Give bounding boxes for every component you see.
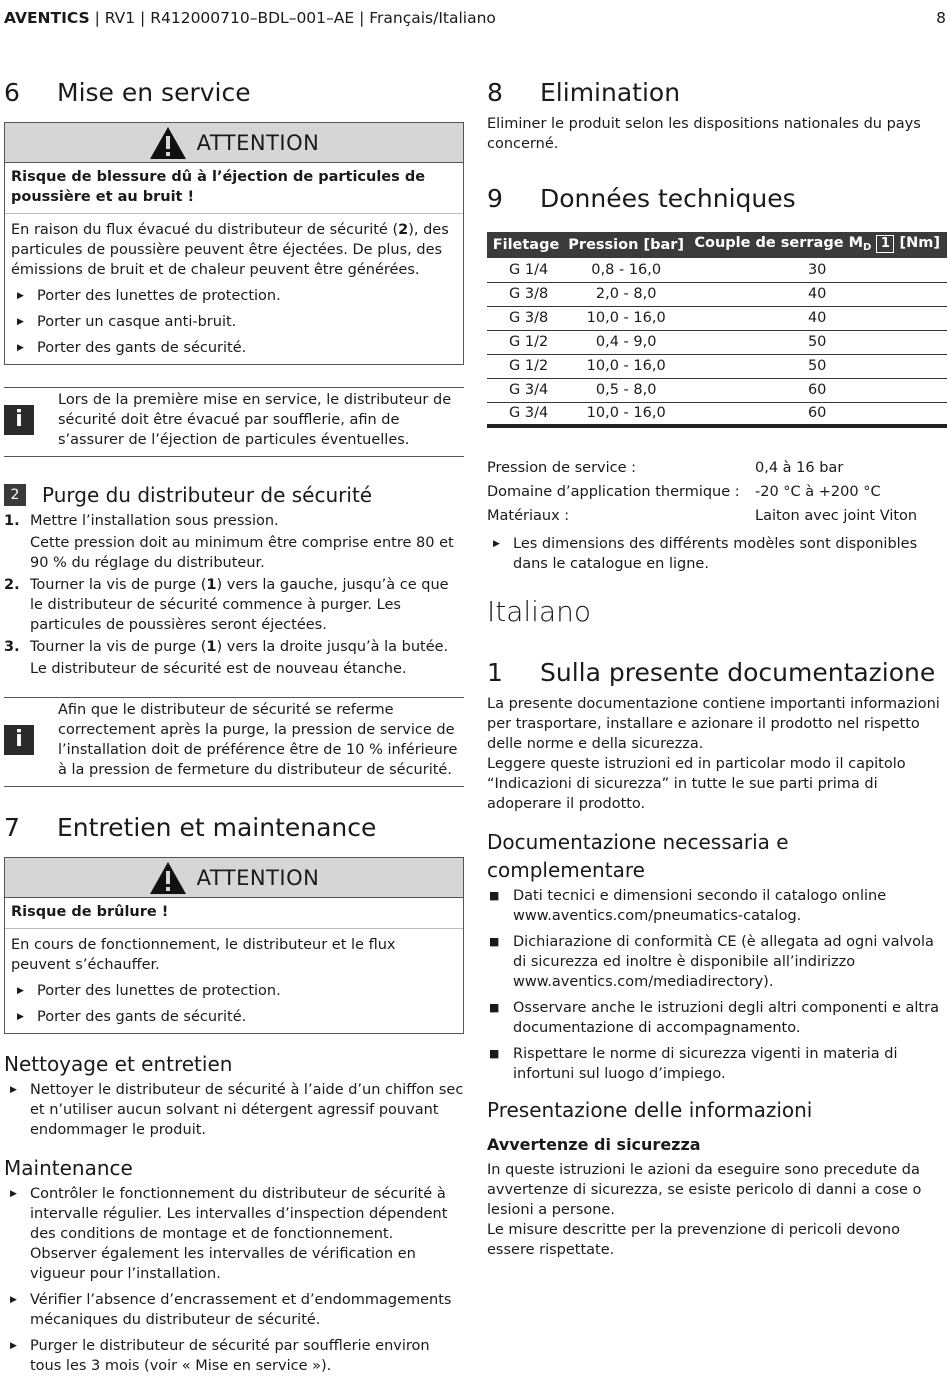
list-item: ▶ Les dimensions des différents modèles sont disponibles dans le catalogue en ligne. <box>493 536 918 572</box>
list-item: ▶ Vérifier l’absence d’encrassement et d’endommagements mécaniques du distributeur de sécurité. <box>10 1292 452 1328</box>
warning-triangle-icon <box>149 861 187 895</box>
step-item: 3. Tourner la vis de purge (1) vers la droite jusqu’à la butée. Le distributeur de sécurité est de nouveau étanche. <box>4 639 449 677</box>
list-item: ■ Dati tecnici e dimensioni secondo il catalogo online www.aventics.com/pneumatics-catalog. <box>489 888 887 924</box>
table-row <box>487 282 947 306</box>
list-item: ▶ Porter un casque anti-bruit. <box>17 314 237 330</box>
info-text: Afin que le distributeur de sécurité se referme correctement après la purge, la pression de service de l’installation doit de préférence être de 10 % inférieure à la pression de fermeture du distributeur de sécurité. <box>58 702 458 778</box>
list-item: ▶ Porter des lunettes de protection. <box>17 288 281 304</box>
table-cell: 30 <box>687 258 947 282</box>
list-item: ▶ Porter des gants de sécurité. <box>17 1009 247 1025</box>
section-7-heading: 7 Entretien et maintenance <box>4 813 377 842</box>
table-header-row: Filetage Pression [bar] Couple de serrage $M_D$ 1 [Nm] <box>487 232 947 258</box>
info-note-purge <box>4 697 464 787</box>
step-item: 1. Mettre l’installation sous pression. Cette pression doit au minimum être comprise entre 80 et 90 % du réglage du distributeur. <box>4 513 454 571</box>
safety-warnings-heading: Avvertenze di sicurezza <box>487 1135 701 1154</box>
technical-data-table <box>487 232 947 428</box>
brand-name: AVENTICS <box>4 9 90 27</box>
cleaning-heading: Nettoyage et entretien <box>4 1052 233 1076</box>
warning-measures-list <box>11 981 457 1027</box>
table-row <box>487 378 947 402</box>
table-cell: G 3/4 <box>487 378 565 402</box>
table-row <box>487 330 947 354</box>
table-cell: 10,0 - 16,0 <box>565 354 687 378</box>
table-cell: G 3/8 <box>487 306 565 330</box>
table-cell: 50 <box>687 354 947 378</box>
cleaning-list <box>4 1080 464 1140</box>
maintenance-list <box>4 1184 464 1376</box>
list-item: ■ Dichiarazione di conformità CE (è allegata ad ogni valvola di sicurezza ed inoltre è disponibile all’indirizzo www.aventics.com/mediadirectory). <box>489 934 934 990</box>
table-row <box>487 258 947 282</box>
warning-text: En cours de fonctionnement, le distributeur et le flux peuvent s’échauffer. <box>11 937 396 973</box>
maintenance-heading: Maintenance <box>4 1156 133 1180</box>
table-cell: G 1/4 <box>487 258 565 282</box>
section-8-heading: 8 Elimination <box>487 78 681 107</box>
warning-triangle-icon <box>149 126 187 160</box>
warning-header <box>5 123 463 163</box>
right-column <box>487 78 947 1260</box>
table-cell: 10,0 - 16,0 <box>565 306 687 330</box>
section-6-heading: 6 Mise en service <box>4 78 251 107</box>
table-cell: 0,5 - 8,0 <box>565 378 687 402</box>
table-cell: 0,8 - 16,0 <box>565 258 687 282</box>
paragraph: La presente documentazione contiene importanti informazioni per trasportare, installare e azionare il prodotto nel rispetto delle norme e della sicurezza. <box>487 696 940 752</box>
dimensions-note <box>487 534 947 574</box>
warning-measures-list <box>11 286 457 358</box>
purge-steps <box>4 511 464 679</box>
table-cell: 60 <box>687 402 947 426</box>
list-item: ▶ Porter des gants de sécurité. <box>17 340 247 356</box>
table-row <box>487 306 947 330</box>
table-cell: 0,4 - 9,0 <box>565 330 687 354</box>
page-number: 8 <box>936 9 946 27</box>
table-cell: 40 <box>687 282 947 306</box>
step-item: 2. Tourner la vis de purge (1) vers la gauche, jusqu’à ce que le distributeur de sécurité commence à purger. Les particules de poussières seront éjectées. <box>4 577 449 633</box>
warning-title: Risque de blessure dû à l’éjection de particules de poussière et au bruit ! <box>11 169 426 205</box>
info-text: Lors de la première mise en service, le distributeur de sécurité doit être évacué par soufflerie, afin de s’assurer de l’éjection de particules éventuelles. <box>58 392 452 448</box>
paragraph: Leggere queste istruzioni ed in particolar modo il capitolo “Indicazioni di sicurezza” in tutte le sue parti prima di adoperare il prodotto. <box>487 756 906 812</box>
warning-header <box>5 858 463 898</box>
italian-section-1-heading: 1 Sulla presente documentazione <box>487 658 936 687</box>
warning-title: Risque de brûlure ! <box>11 904 169 920</box>
warning-box-commissioning <box>4 122 464 365</box>
properties-list: Pression de service : 0,4 à 16 bar Domaine d’application thermique : -20 °C à +200 °C Matériaux : Laiton avec joint Viton <box>487 460 918 524</box>
table-cell: G 1/2 <box>487 354 565 378</box>
info-note-commissioning <box>4 387 464 457</box>
documentation-list <box>487 886 947 1084</box>
warning-label: ATTENTION <box>196 130 320 155</box>
info-icon: i <box>4 725 34 755</box>
table-cell: 10,0 - 16,0 <box>565 402 687 426</box>
documentation-heading: Documentazione necessaria e complementare <box>487 830 789 882</box>
paragraph: In queste istruzioni le azioni da eseguire sono precedute da avvertenze di sicurezza, se esiste pericolo di danni a cose o lesioni a persone. <box>487 1162 922 1218</box>
table-cell: G 3/4 <box>487 402 565 426</box>
language-heading: Italiano <box>487 595 591 628</box>
presentation-heading: Presentazione delle informazioni <box>487 1098 813 1122</box>
table-row <box>487 402 947 426</box>
warning-box-maintenance <box>4 857 464 1034</box>
list-item: ■ Rispettare le norme di sicurezza vigenti in materia di infortuni sul luogo d’impiego. <box>489 1046 898 1082</box>
table-row <box>487 354 947 378</box>
warning-text: En raison du flux évacué du distributeur de sécurité (2), des particules de poussière peuvent être éjectées. De plus, des émissions de bruit et de chaleur peuvent être générées. <box>11 222 449 278</box>
list-item: ▶ Nettoyer le distributeur de sécurité à l’aide d’un chiffon sec et n’utiliser aucun solvant ni détergent agressif pouvant endommager le produit. <box>10 1082 464 1138</box>
section-9-heading: 9 Données techniques <box>487 184 796 213</box>
list-item: ▶ Porter des lunettes de protection. <box>17 983 281 999</box>
info-icon: i <box>4 405 34 435</box>
list-item: ■ Osservare anche le istruzioni degli altri componenti e altra documentazione di accompagnamento. <box>489 1000 939 1036</box>
page-header <box>4 8 946 30</box>
left-column <box>4 78 464 1376</box>
document-reference: | RV1 | R412000710–BDL–001–AE | Français/Italiano <box>89 9 496 27</box>
table-cell: G 1/2 <box>487 330 565 354</box>
table-cell: 40 <box>687 306 947 330</box>
list-item: ▶ Purger le distributeur de sécurité par soufflerie environ tous les 3 mois (voir « Mise en service »). <box>10 1338 430 1374</box>
list-item: ▶ Contrôler le fonctionnement du distributeur de sécurité à intervalle régulier. Les intervalles d’inspection dépendent des conditions de montage et de fonctionnement. Observer également les intervalles de vérification en vigueur pour l’installation. <box>10 1186 448 1282</box>
table-cell: 2,0 - 8,0 <box>565 282 687 306</box>
table-cell: G 3/8 <box>487 282 565 306</box>
figure-reference-badge: 2 <box>4 484 26 506</box>
warning-label: ATTENTION <box>196 865 320 890</box>
table-cell: 60 <box>687 378 947 402</box>
table-cell: 50 <box>687 330 947 354</box>
elimination-text: Eliminer le produit selon les dispositions nationales du pays concerné. <box>487 116 921 152</box>
purge-heading: 2 Purge du distributeur de sécurité <box>4 481 464 509</box>
paragraph: Le misure descritte per la prevenzione di pericoli devono essere rispettate. <box>487 1222 900 1258</box>
